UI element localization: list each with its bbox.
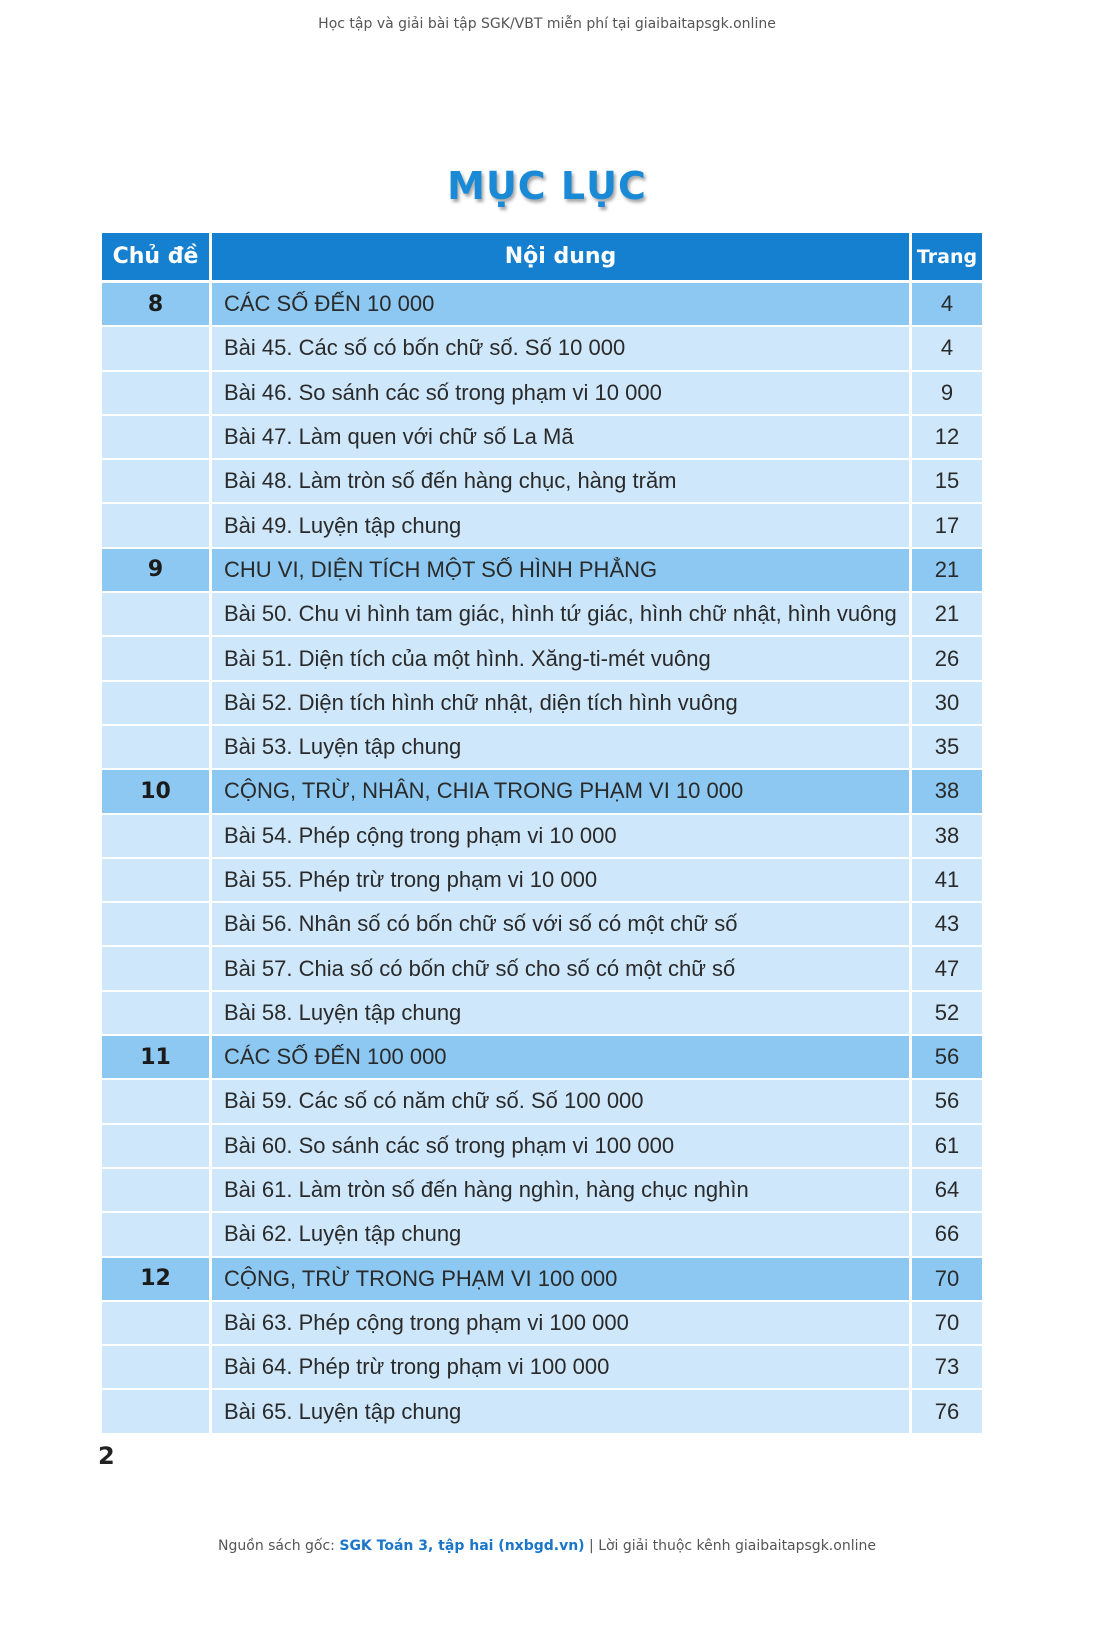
lesson-title: Bài 46. So sánh các số trong phạm vi 10 000 [224, 379, 662, 405]
content-cell [212, 1302, 912, 1346]
content-cell [212, 947, 912, 991]
page-cell [912, 992, 982, 1036]
page-number-value: 21 [934, 556, 960, 582]
content-cell [212, 1346, 912, 1390]
content-cell [212, 416, 912, 460]
topic-number [102, 1302, 212, 1346]
content-cell [212, 1125, 912, 1169]
page-number-value: 38 [934, 778, 960, 804]
lesson-row [102, 416, 982, 460]
lesson-row [102, 637, 982, 681]
lesson-row [102, 1213, 982, 1257]
header-note: Học tập và giải bài tập SGK/VBT miễn phí tại giaibaitapsgk.online [318, 16, 776, 32]
page-cell [912, 504, 982, 548]
lesson-title: Bài 58. Luyện tập chung [224, 999, 462, 1025]
topic-number [102, 815, 212, 859]
lesson-title: Bài 51. Diện tích của một hình. Xăng-ti-mét vuông [224, 645, 711, 671]
page-cell [912, 1302, 982, 1346]
lesson-row [102, 726, 982, 770]
lesson-row [102, 815, 982, 859]
page-number-value: 73 [934, 1354, 960, 1380]
table-of-contents [102, 233, 982, 1435]
lesson-title: Bài 62. Luyện tập chung [224, 1221, 462, 1247]
lesson-row [102, 947, 982, 991]
lesson-row [102, 460, 982, 504]
lesson-row [102, 682, 982, 726]
content-cell [212, 327, 912, 371]
topic-number [102, 416, 212, 460]
content-cell [212, 504, 912, 548]
page-number-value: 35 [934, 734, 960, 760]
content-cell [212, 460, 912, 504]
content-cell [212, 1390, 912, 1434]
topic-row [102, 1036, 982, 1080]
lesson-title: Bài 65. Luyện tập chung [224, 1398, 462, 1424]
topic-number [102, 327, 212, 371]
page-number-value: 4 [940, 291, 954, 317]
footer-suffix: | Lời giải thuộc kênh giaibaitapsgk.online [584, 1538, 876, 1554]
topic-number [102, 504, 212, 548]
topic-number [102, 372, 212, 416]
topic-row [102, 770, 982, 814]
page-number-value: 66 [934, 1221, 960, 1247]
page-number-value: 4 [940, 335, 954, 361]
lesson-row [102, 859, 982, 903]
page-number-value: 30 [934, 689, 960, 715]
topic-number [102, 1125, 212, 1169]
content-cell [212, 283, 912, 327]
page-cell [912, 1258, 982, 1302]
topic-number [102, 947, 212, 991]
page-number-value: 47 [934, 955, 960, 981]
page-cell [912, 1036, 982, 1080]
page-number-value: 76 [934, 1398, 960, 1424]
page-number-value: 70 [934, 1309, 960, 1335]
lesson-title: Bài 64. Phép trừ trong phạm vi 100 000 [224, 1354, 610, 1380]
topic-number [102, 992, 212, 1036]
lesson-title: Bài 54. Phép cộng trong phạm vi 10 000 [224, 822, 617, 848]
page-number-value: 52 [934, 999, 960, 1025]
page-cell [912, 726, 982, 770]
lesson-row [102, 903, 982, 947]
content-cell [212, 1080, 912, 1124]
table-header [102, 233, 982, 283]
header-topic: Chủ đề [102, 233, 212, 283]
topic-title: CHU VI, DIỆN TÍCH MỘT SỐ HÌNH PHẲNG [224, 556, 658, 582]
page-number-value: 9 [940, 379, 954, 405]
header-page: Trang [912, 233, 982, 283]
topic-number [102, 1390, 212, 1434]
page-cell [912, 593, 982, 637]
page-cell [912, 1346, 982, 1390]
lesson-title: Bài 61. Làm tròn số đến hàng nghìn, hàng chục nghìn [224, 1177, 749, 1203]
topic-number [102, 593, 212, 637]
footer-note [0, 1538, 1094, 1554]
topic-row [102, 549, 982, 593]
topic-number [102, 903, 212, 947]
content-cell [212, 1258, 912, 1302]
topic-number: 12 [102, 1258, 212, 1302]
content-cell [212, 859, 912, 903]
topic-title: CỘNG, TRỪ TRONG PHẠM VI 100 000 [224, 1265, 618, 1291]
lesson-row [102, 1390, 982, 1434]
lesson-row [102, 504, 982, 548]
lesson-title: Bài 50. Chu vi hình tam giác, hình tứ giác, hình chữ nhật, hình vuông [224, 601, 897, 627]
topic-title: CÁC SỐ ĐẾN 10 000 [224, 291, 435, 317]
lesson-row [102, 1169, 982, 1213]
page-number-value: 43 [934, 911, 960, 937]
lesson-title: Bài 57. Chia số có bốn chữ số cho số có một chữ số [224, 955, 736, 981]
page-cell [912, 682, 982, 726]
content-cell [212, 549, 912, 593]
lesson-title: Bài 59. Các số có năm chữ số. Số 100 000 [224, 1088, 644, 1114]
content-cell [212, 682, 912, 726]
footer-prefix: Nguồn sách gốc: [218, 1538, 340, 1554]
topic-row [102, 1258, 982, 1302]
content-cell [212, 593, 912, 637]
footer-source: SGK Toán 3, tập hai (nxbgd.vn) [339, 1538, 585, 1554]
lesson-title: Bài 53. Luyện tập chung [224, 734, 462, 760]
page-number-value: 61 [934, 1132, 960, 1158]
page-cell [912, 637, 982, 681]
topic-number [102, 1080, 212, 1124]
page-cell [912, 549, 982, 593]
page-cell [912, 460, 982, 504]
page-cell [912, 903, 982, 947]
page-title: MỤC LỤC [447, 164, 647, 208]
content-cell [212, 903, 912, 947]
page-cell [912, 1390, 982, 1434]
content-cell [212, 1036, 912, 1080]
lesson-title: Bài 52. Diện tích hình chữ nhật, diện tích hình vuông [224, 689, 738, 715]
page-number-value: 26 [934, 645, 960, 671]
page-cell [912, 327, 982, 371]
lesson-title: Bài 55. Phép trừ trong phạm vi 10 000 [224, 867, 598, 892]
topic-number: 8 [102, 283, 212, 327]
page-number-value: 15 [934, 468, 960, 494]
content-cell [212, 1213, 912, 1257]
page-cell [912, 1125, 982, 1169]
topic-title: CÁC SỐ ĐẾN 100 000 [224, 1044, 447, 1070]
page-number-value: 17 [934, 512, 960, 538]
header-content: Nội dung [212, 233, 912, 283]
lesson-title: Bài 47. Làm quen với chữ số La Mã [224, 424, 574, 450]
content-cell [212, 770, 912, 814]
page-number-value: 56 [934, 1088, 960, 1114]
page-cell [912, 283, 982, 327]
page-cell [912, 947, 982, 991]
lesson-title: Bài 49. Luyện tập chung [224, 512, 462, 538]
page-cell [912, 372, 982, 416]
page-number-value: 56 [934, 1044, 960, 1070]
lesson-row [102, 327, 982, 371]
topic-row [102, 283, 982, 327]
page-cell [912, 770, 982, 814]
page-cell [912, 859, 982, 903]
lesson-row [102, 992, 982, 1036]
page-cell [912, 1080, 982, 1124]
topic-number [102, 726, 212, 770]
page-number-value: 41 [934, 867, 960, 892]
content-cell [212, 1169, 912, 1213]
content-cell [212, 637, 912, 681]
content-cell [212, 992, 912, 1036]
page-number-value: 12 [934, 424, 960, 450]
page-number-value: 70 [934, 1265, 960, 1291]
lesson-title: Bài 63. Phép cộng trong phạm vi 100 000 [224, 1309, 629, 1335]
page-cell [912, 1169, 982, 1213]
topic-number [102, 682, 212, 726]
table-body [102, 283, 982, 1435]
lesson-row [102, 1346, 982, 1390]
content-cell [212, 815, 912, 859]
page-cell [912, 815, 982, 859]
lesson-title: Bài 45. Các số có bốn chữ số. Số 10 000 [224, 335, 626, 361]
topic-number: 11 [102, 1036, 212, 1080]
topic-title: CỘNG, TRỪ, NHÂN, CHIA TRONG PHẠM VI 10 000 [224, 778, 744, 804]
page-number-value: 21 [934, 601, 960, 627]
lesson-row [102, 593, 982, 637]
topic-number [102, 1346, 212, 1390]
lesson-row [102, 1125, 982, 1169]
lesson-row [102, 372, 982, 416]
lesson-title: Bài 60. So sánh các số trong phạm vi 100 000 [224, 1132, 675, 1158]
lesson-row [102, 1080, 982, 1124]
topic-number [102, 637, 212, 681]
topic-number [102, 859, 212, 903]
topic-number: 10 [102, 770, 212, 814]
content-cell [212, 726, 912, 770]
lesson-title: Bài 48. Làm tròn số đến hàng chục, hàng trăm [224, 468, 677, 494]
topic-number [102, 1169, 212, 1213]
page-number-value: 64 [934, 1177, 960, 1203]
page-number-value: 38 [934, 822, 960, 848]
page-number: 2 [98, 1442, 115, 1470]
page-cell [912, 416, 982, 460]
topic-number [102, 1213, 212, 1257]
page-cell [912, 1213, 982, 1257]
content-cell [212, 372, 912, 416]
lesson-title: Bài 56. Nhân số có bốn chữ số với số có một chữ số [224, 911, 738, 937]
topic-number: 9 [102, 549, 212, 593]
topic-number [102, 460, 212, 504]
lesson-row [102, 1302, 982, 1346]
